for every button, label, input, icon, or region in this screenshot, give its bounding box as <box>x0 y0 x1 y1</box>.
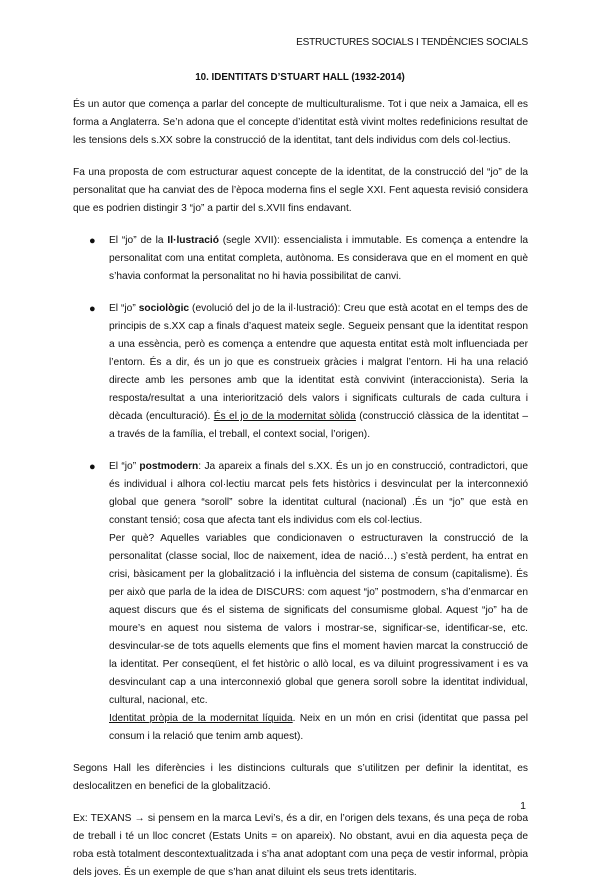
intro-paragraph: És un autor que comença a parlar del concepte de multiculturalisme. Tot i que neix a Jamaica, ell es forma a Anglaterra. Se’n adona que el concepte d’identitat està vivint moltes redefinicions resultat de les tensions dels s.XX sobre la construcció de la identitat, tant dels individus com dels col·lectius. <box>73 99 528 146</box>
bullet-text: El “jo” sociològic (evolució del jo de la il·lustració): Creu que està acotat en el temps des de principis de s.XX cap a finals d’aquest mateix segle. Segueix pensant que la identitat respon a una essència, però es comença a entendre que aquesta entitat està molt influenciada per l’entorn. És a dir, és un jo que es construeix gràcies i malgrat l’entorn. Hi ha una relació directe amb les persones amb que la identitat està convivint (interaccionista). Seria la resposta/resultat a una interiorització dels valors i significats culturals de cada cultura i dècada (enculturació). És el jo de la modernitat sòlida (construcció clàssica de la identitat – a través de la família, el treball, el context social, l’origen). <box>109 303 528 440</box>
bullet-illustracio <box>73 232 528 286</box>
postmodern-explanation: Per què? Aquelles variables que condicionaven o estructuraven la construcció de la personalitat (classe social, lloc de naixement, idea de nació…) s’està perdent, ha entrat en crisi, bàsicament per la globalització i la influència del sistema de consum (capitalisme). És per això que parla de la idea de DISCURS: com aquest “jo” postmodern, s’ha d’enmarcar en aquest discurs que és el sistema de significats del consumisme global. Aquest “jo” ha de moure’s en aquest nou sistema de valors i mostrar-se, significar-se, identificar-se, etc. desvincular-se de tots aquells elements que fins el moment havien marcat la construcció de la identitat. Per conseqüent, el fet històric o allò local, es va diluint progressivament i es va desvinculant cap a una interconnexió global que genera soroll sobre la identitat individual, cultural, nacional, etc. <box>109 533 528 706</box>
bullet-icon: ● <box>89 461 96 473</box>
hall-conclusion: Segons Hall les diferències i les distincions culturals que s’utilitzen per definir la identitat, es deslocalitzen en benefici de la globalització. <box>73 763 528 792</box>
bullet-postmodern <box>73 458 528 746</box>
section-title: 10. IDENTITATS D’STUART HALL (1932-2014) <box>195 72 405 83</box>
running-header: ESTRUCTURES SOCIALS I TENDÈNCIES SOCIALS <box>296 37 528 48</box>
liquid-modernity-note: Identitat pròpia de la modernitat líquida. Neix en un món en crisi (identitat que passa pel consum i la relació que tenim amb aquest). <box>109 713 528 742</box>
example-paragraph: Ex: TEXANS → si pensem en la marca Levi’s, és a dir, en l’origen dels texans, és una peça de roba de treball i té un lloc concret (Estats Units = on apareix). No obstant, avui en dia aquesta peça de roba està totalment descontextualitzada i s’ha anat adoptant com una peça de vestir informal, pròpia dels joves. És un exemple de que s’han anat diluint els seus trets identitaris. <box>73 813 528 878</box>
proposal-paragraph: Fa una proposta de com estructurar aquest concepte de la identitat, de la construcció del “jo” de la personalitat que ha canviat des de l’època moderna fins el segle XXI. Fent aquesta revisió considera que es podrien distingir 3 “jo” a partir del s.XVII fins endavant. <box>73 167 528 214</box>
bullet-text: El “jo” de la Il·lustració (segle XVII): essencialista i immutable. Es comença a entendre la personalitat com una entitat completa, autònoma. Es considerava que en el moment en què s’havia conformat la personalitat no hi havia possibilitat de canvi. <box>109 235 528 282</box>
page-number: 1 <box>520 800 526 812</box>
bullet-icon: ● <box>89 235 96 247</box>
bullet-icon: ● <box>89 303 96 315</box>
bullet-text: El “jo” postmodern: Ja apareix a finals del s.XX. És un jo en construcció, contradictori, que és individual i alhora col·lectiu marcat pels fets històrics i desvinculat per la interconnexió global que genera “soroll” sobre la identitat cultural (nacional) .És un “jo” que està en constant tensió; cosa que afecta tant els individus com els col·lectius. <box>109 461 529 526</box>
document-body <box>73 96 528 896</box>
bullet-sociologic <box>73 300 528 444</box>
